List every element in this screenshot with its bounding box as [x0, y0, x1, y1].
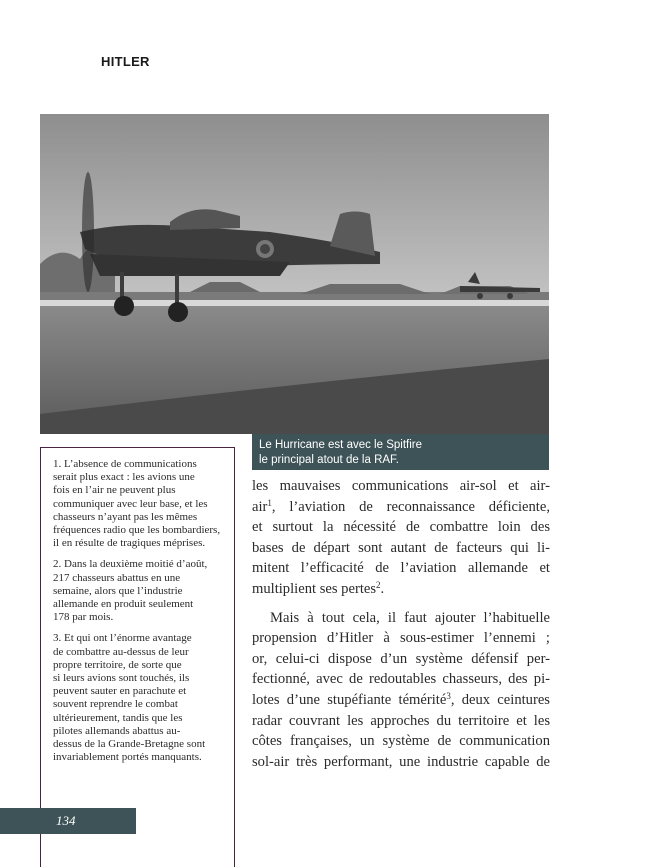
footnote-line: 217 chasseurs abattus en une	[53, 571, 181, 584]
body-line	[252, 579, 550, 600]
footnote-line: il en résulte de tragiques méprises.	[53, 537, 206, 550]
footnote-line: fréquences radio que les bombardiers,	[53, 524, 221, 537]
page-number: 134	[0, 808, 136, 834]
body-paragraph-1	[252, 476, 550, 600]
caption-line: Le Hurricane est avec le Spitfire	[259, 439, 422, 451]
footnote-line: peuvent sauter en parachute et	[53, 685, 187, 698]
footnote-ref-2[interactable]: 2	[376, 579, 381, 590]
footnote-line: 178 par mois.	[53, 611, 114, 624]
body-line: Mais à tout cela, il faut ajouter l’habituelle	[270, 609, 550, 626]
body-line: radar couvrant les approches du territoire et les	[252, 712, 550, 729]
caption-line: le principal atout de la RAF.	[259, 454, 399, 466]
body-line: mitent l’efficacité de l’aviation allemande et	[252, 560, 550, 577]
body-line: bases de départ sont autant de facteurs qui li-	[252, 539, 550, 556]
body-text	[252, 476, 550, 772]
footnote-line: 2. Dans la deuxième moitié d’août,	[53, 558, 208, 571]
footnote-line: chasseurs n’ayant pas les mêmes	[53, 510, 198, 523]
body-line: or, celui-ci dispose d’un système défensif per-	[252, 650, 550, 667]
body-line: propension d’Hitler à sous-estimer l’ennemi ;	[252, 630, 550, 647]
footnote-1	[53, 458, 228, 550]
footnote-line: souvent reprendre le combat	[53, 698, 178, 711]
footnote-ref-1[interactable]: 1	[267, 497, 272, 508]
footnotes-box	[40, 447, 235, 867]
footnote-line: dessus de la Grande-Bretagne sont	[53, 738, 206, 751]
footnote-2	[53, 558, 228, 624]
hurricane-fighter-photo	[40, 114, 549, 434]
body-line	[252, 497, 550, 518]
footnote-line: allemande en produit seulement	[53, 598, 194, 611]
footnote-line: de combattre au-dessus de leur	[53, 645, 189, 658]
footnote-line: invariablement portés manquants.	[53, 751, 202, 764]
footnote-line: si leurs avions sont touchés, ils	[53, 672, 190, 685]
footnote-line: 3. Et qui ont l’énorme avantage	[53, 632, 192, 645]
body-text-fragment: lotes d’une stupéfiante témérité	[252, 691, 447, 708]
footnote-3	[53, 632, 228, 764]
body-line: sol-air très performant, une industrie capable de	[252, 753, 550, 770]
body-line: fectionné, avec de redoutables chasseurs, des pi-	[252, 671, 550, 688]
photo-caption	[252, 434, 549, 470]
body-line	[252, 690, 550, 711]
photo-illustration	[40, 114, 549, 434]
body-text-fragment: multiplient ses pertes	[252, 580, 377, 597]
footnote-line: pilotes allemands abattus au-	[53, 724, 181, 737]
body-paragraph-2	[252, 608, 550, 773]
body-text-fragment: , l’aviation de reconnaissance déficiente,	[271, 498, 550, 515]
running-head: HITLER	[101, 54, 150, 69]
body-text-fragment: , deux ceintures	[450, 691, 550, 708]
body-text-fragment: air	[252, 498, 268, 515]
footnote-ref-3[interactable]: 3	[446, 690, 451, 701]
footnote-line: semaine, alors que l’industrie	[53, 584, 183, 597]
footnote-line: serait plus exact : les avions une	[53, 471, 195, 484]
body-line: les mauvaises communications air-sol et air-	[252, 478, 550, 494]
footnote-line: fois en l’air ne peuvent plus	[53, 484, 176, 497]
footnote-line: propre territoire, de sorte que	[53, 658, 182, 671]
body-line: et surtout la nécessité de combattre loin des	[252, 519, 550, 536]
body-line: côtes françaises, un système de communication	[252, 733, 550, 750]
body-text-fragment: .	[380, 580, 385, 597]
footnote-line: 1. L’absence de communications	[53, 458, 197, 470]
footnote-line: ultérieurement, tandis que les	[53, 711, 183, 724]
footnote-line: communiquer avec leur base, et les	[53, 497, 208, 510]
